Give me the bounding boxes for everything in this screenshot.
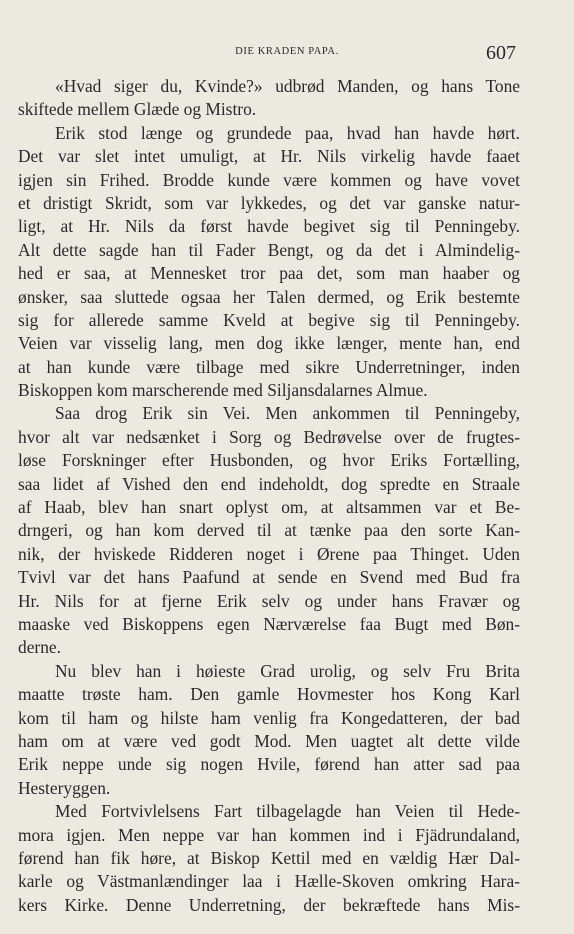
text-line: Erik stod længe og grundede paa, hvad han havde hørt. (55, 122, 520, 143)
text-line: førend han fik høre, at Biskop Kettil med en vældig Hær Dal- (18, 847, 520, 868)
text-line: Veien var visselig lang, men dog ikke længer, mente han, end (18, 333, 520, 354)
text-line: Biskoppen kom marscherende med Siljansdalarnes Almue. (18, 380, 428, 401)
text-line: kers Kirke. Denne Underretning, der bekræftede hans Mis- (18, 894, 520, 915)
text-line: maaske ved Biskoppens egen Nærværelse faa Bugt med Bøn- (18, 613, 520, 634)
text-line: Alt dette sagde han til Fader Bengt, og da det i Almindelig- (18, 239, 520, 260)
text-line: skiftede mellem Glæde og Mistro. (18, 99, 257, 120)
text-line: karle og Västmanlændinger laa i Hælle-Skoven omkring Hara- (18, 871, 520, 892)
text-line: hed er saa, at Mennesket tror paa det, som man haaber og (18, 263, 520, 284)
paragraph (18, 402, 520, 659)
text-line: kom til ham og hilste ham venlig fra Kongedatteren, der bad (18, 707, 520, 728)
page-header (0, 42, 574, 76)
text-line: saa lidet af Vished den end indeholdt, dog spredte en Straale (18, 473, 520, 494)
text-line: Saa drog Erik sin Vei. Men ankommen til Penningeby, (55, 403, 520, 424)
paragraph (18, 122, 520, 403)
text-line: maatte trøste ham. Den gamle Hovmester hos Kong Karl (18, 684, 520, 705)
text-line: drngeri, og han kom derved til at tænke paa den sorte Kan- (18, 520, 520, 541)
text-line: Hr. Nils for at fjerne Erik selv og under hans Fravær og (18, 590, 520, 611)
text-line: Erik neppe unde sig nogen Hvile, førend han atter sad paa (18, 754, 520, 775)
paragraph (18, 75, 520, 122)
text-line: Med Fortvivlelsens Fart tilbagelagde han Veien til Hede- (55, 801, 520, 822)
paragraph (18, 660, 520, 800)
text-line: Det var slet intet umuligt, at Hr. Nils virkelig havde faaet (18, 146, 520, 167)
text-line: Tvivl var det hans Paafund at sende en Svend med Bud fra (18, 567, 520, 588)
paragraph (18, 800, 520, 917)
text-line: igjen sin Frihed. Brodde kunde være kommen og have vovet (18, 169, 520, 190)
text-line: løse Forskninger efter Husbonden, og hvor Eriks Fortælling, (18, 450, 520, 471)
text-line: hvor alt var nedsænket i Sorg og Bedrøvelse over de frugtes- (18, 426, 520, 447)
text-line: ønsker, saa sluttede ogsaa her Talen dermed, og Erik bestemte (18, 286, 520, 307)
running-head: DIE KRADEN PAPA. (235, 46, 339, 57)
text-line: at han kunde være tilbage med sikre Underretninger, inden (18, 356, 520, 377)
text-line: «Hvad siger du, Kvinde?» udbrød Manden, og hans Tone (55, 76, 520, 96)
text-line: ham om at være ved godt Mod. Men uagtet alt dette vilde (18, 730, 520, 751)
page-number: 607 (486, 42, 516, 64)
text-line: Nu blev han i høieste Grad urolig, og selv Fru Brita (55, 660, 520, 681)
text-line: nik, der hviskede Ridderen noget i Ørene paa Thinget. Uden (18, 543, 520, 564)
body-text (18, 75, 520, 917)
text-line: ligt, at Hr. Nils da først havde begivet sig til Penningeby. (18, 216, 520, 237)
text-line: Hesteryggen. (18, 777, 111, 798)
text-line: mora igjen. Men neppe var han kommen ind i Fjädrundaland, (18, 824, 520, 845)
text-line: et dristigt Skridt, som var lykkedes, og det var ganske natur- (18, 192, 520, 213)
text-line: derne. (18, 637, 61, 658)
text-line: af Haab, blev han snart oplyst om, at altsammen var et Be- (18, 497, 520, 518)
text-line: sig for allerede samme Kveld at begive sig til Penningeby. (18, 309, 520, 330)
